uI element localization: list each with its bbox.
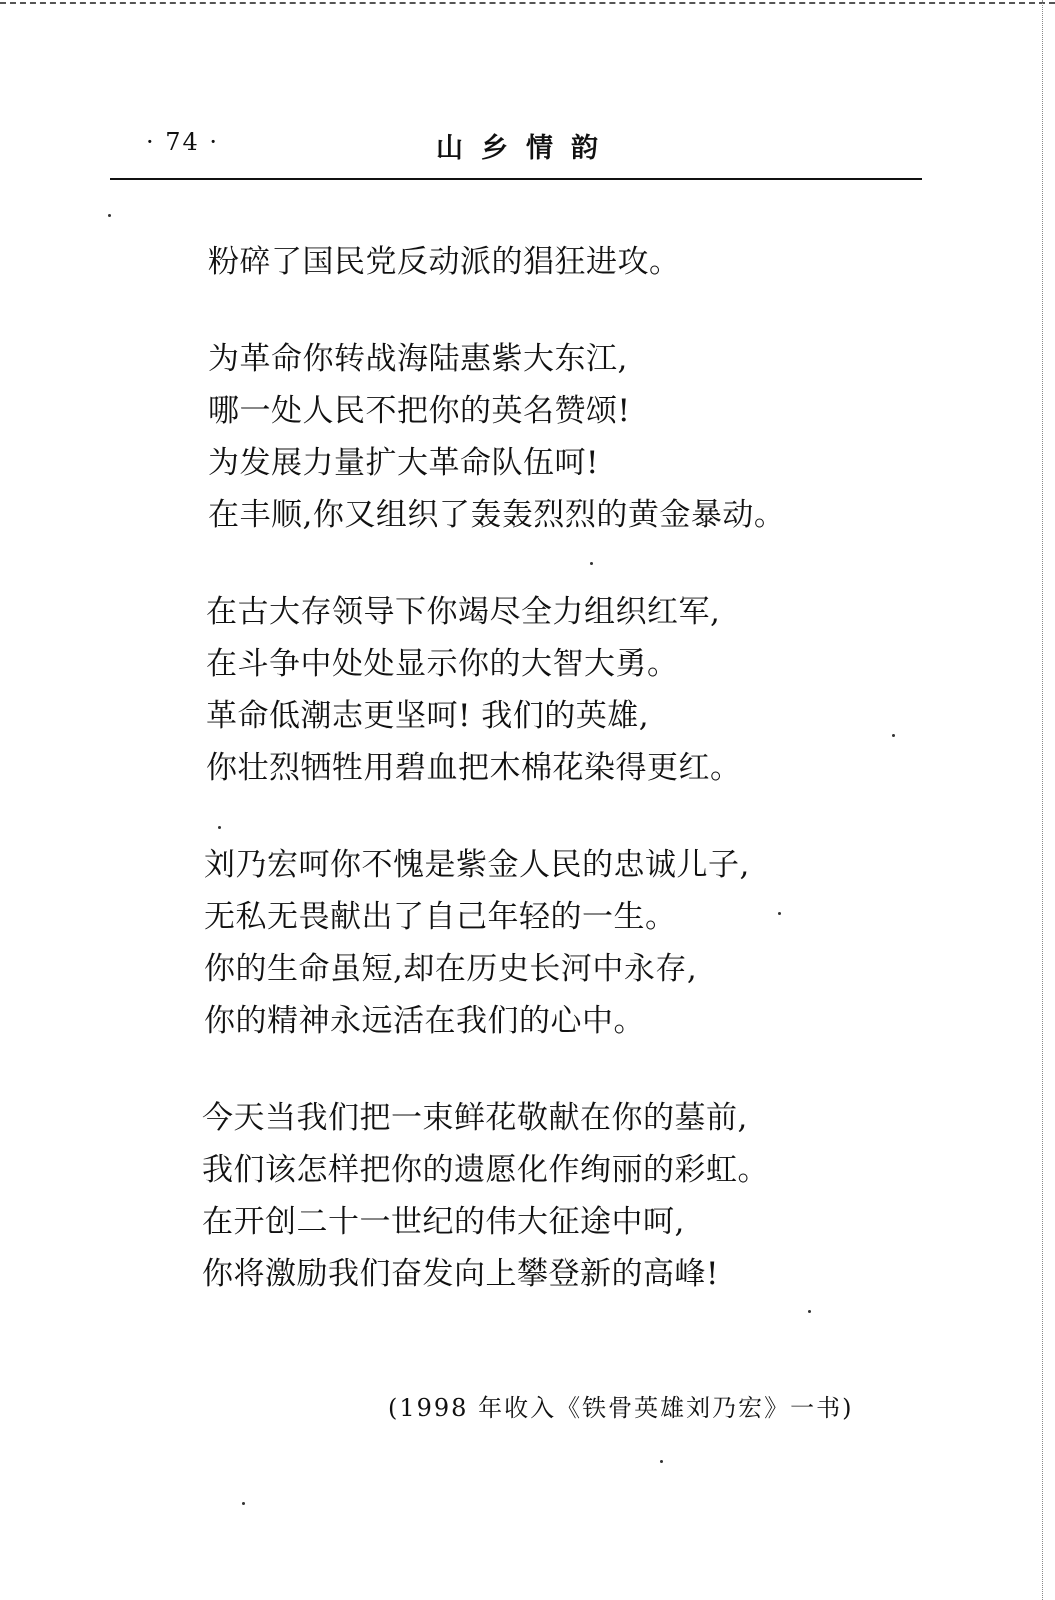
scan-speck (108, 214, 111, 217)
poem-line: 为革命你转战海陆惠紫大东江, (208, 341, 628, 377)
poem-line: 无私无畏献出了自己年轻的一生。 (204, 899, 677, 935)
header-rule (110, 178, 922, 180)
scan-top-edge (0, 2, 1055, 4)
scan-speck (892, 734, 895, 737)
poem-line: 为发展力量扩大革命队伍呵! (208, 445, 599, 481)
poem-line: 在开创二十一世纪的伟大征途中呵, (202, 1204, 685, 1240)
running-title: 山乡情韵 (436, 133, 616, 164)
poem-line: 你的精神永远活在我们的心中。 (204, 1003, 645, 1039)
stanza-1 (208, 236, 902, 288)
stanza-5 (202, 1092, 902, 1300)
poem-line: 在古大存领导下你竭尽全力组织红军, (206, 594, 721, 630)
poem-line: 革命低潮志更坚呵! 我们的英雄, (206, 698, 650, 734)
poem-body (202, 236, 902, 1345)
running-head (110, 122, 922, 172)
scan-speck (218, 826, 221, 829)
poem-line: 今天当我们把一束鲜花敬献在你的墓前, (202, 1100, 748, 1136)
stanza-4 (204, 839, 902, 1047)
page-number: · 74 · (146, 128, 220, 156)
poem-line: 你将激励我们奋发向上攀登新的高峰! (202, 1256, 719, 1292)
scan-speck (778, 912, 781, 915)
stanza-2 (208, 333, 902, 541)
poem-line: 你的生命虽短,却在历史长河中永存, (204, 951, 698, 987)
source-note: (1998 年收入《铁骨英雄刘乃宏》一书) (388, 1394, 854, 1422)
scan-speck (590, 562, 593, 565)
poem-line: 你壮烈牺牲用碧血把木棉花染得更红。 (206, 750, 742, 786)
poem-line: 我们该怎样把你的遗愿化作绚丽的彩虹。 (202, 1152, 769, 1188)
poem-line: 粉碎了国民党反动派的猖狂进攻。 (208, 244, 681, 280)
poem-line: 哪一处人民不把你的英名赞颂! (208, 393, 631, 429)
poem-line: 刘乃宏呵你不愧是紫金人民的忠诚儿子, (204, 847, 750, 883)
scan-right-edge (1042, 0, 1043, 1600)
stanza-3 (206, 586, 902, 794)
poem-line: 在斗争中处处显示你的大智大勇。 (206, 646, 679, 682)
poem-line: 在丰顺,你又组织了轰轰烈烈的黄金暴动。 (208, 497, 786, 533)
scan-speck (242, 1502, 245, 1505)
scan-speck (808, 1310, 811, 1313)
scan-speck (660, 1460, 663, 1463)
